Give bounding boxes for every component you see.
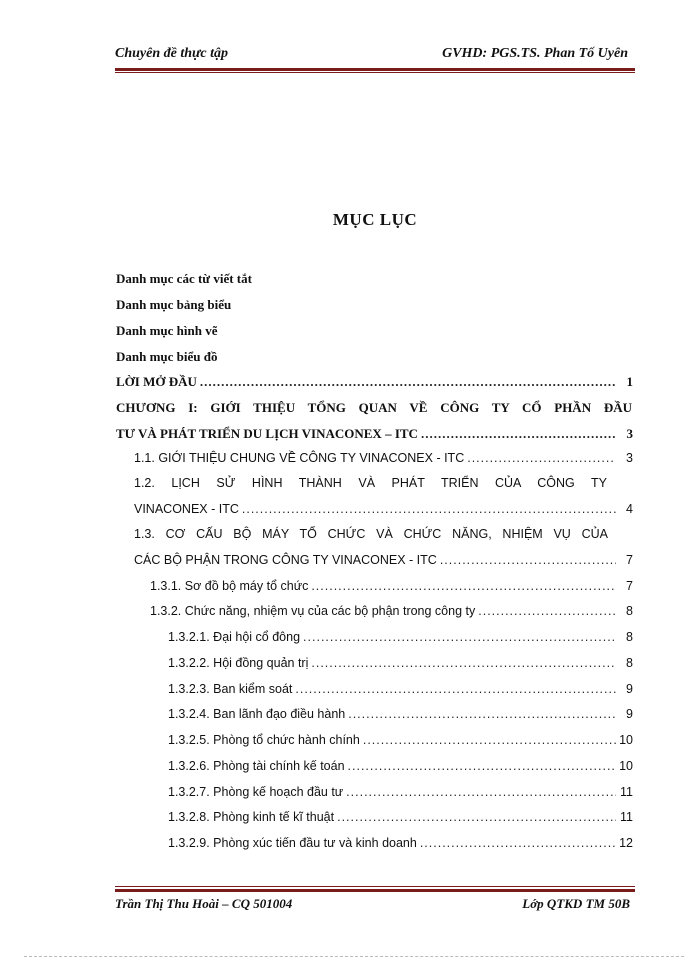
- toc-entry-1-3-2-5[interactable]: [168, 733, 633, 747]
- toc-entry-title: LỜI MỞ ĐẦU: [116, 374, 197, 389]
- toc-entry-title: 1.3.2.5. Phòng tổ chức hành chính: [168, 733, 360, 747]
- header-right: GVHD: PGS.TS. Phan Tố Uyên: [442, 46, 628, 61]
- page-break-line: [24, 956, 684, 957]
- toc-page-number: 7: [626, 579, 633, 593]
- toc-page-number: 9: [626, 682, 633, 696]
- toc-entry-1-3-2-7[interactable]: [168, 785, 633, 799]
- toc-entry-1-3-2-9[interactable]: [168, 836, 633, 850]
- toc-entry-title: 1.3.2.8. Phòng kinh tế kĩ thuật: [168, 810, 335, 824]
- dot-leader: [421, 426, 616, 442]
- page-header: [115, 46, 628, 66]
- toc-page-number: 4: [626, 502, 633, 516]
- toc-entry-title: CÁC BỘ PHẬN TRONG CÔNG TY VINACONEX - ITC: [134, 553, 437, 567]
- toc-entry-title: 1.3.2.2. Hội đồng quản trị: [168, 656, 309, 670]
- toc-entry-title: VINACONEX - ITC: [134, 502, 239, 516]
- header-rule-thick: [115, 68, 635, 71]
- footer-rule-thick: [115, 889, 635, 892]
- toc-page-number: 8: [626, 630, 633, 644]
- dot-leader: [311, 579, 616, 593]
- toc-page-number: 11: [620, 785, 633, 799]
- toc-entry-title: 1.1. GIỚI THIỆU CHUNG VỀ CÔNG TY VINACONEX - ITC: [134, 451, 465, 465]
- toc-page-number: 3: [626, 426, 633, 441]
- dot-leader: [337, 810, 616, 824]
- toc-entry-1-3-1[interactable]: [150, 579, 633, 593]
- toc-entry-introduction[interactable]: [116, 374, 633, 390]
- toc-page-number: 12: [619, 836, 633, 850]
- dot-leader: [200, 374, 616, 390]
- toc-entry-title: 1.3.2.3. Ban kiểm soát: [168, 682, 293, 696]
- toc-entry-title: 1.3.2.1. Đại hội cổ đông: [168, 630, 301, 644]
- toc-abbreviations[interactable]: Danh mục các từ viết tắt: [116, 271, 252, 286]
- toc-page-number: 9: [626, 707, 633, 721]
- dot-leader: [311, 656, 616, 670]
- toc-page-number: 10: [619, 733, 633, 747]
- toc-page-number: 11: [620, 810, 633, 824]
- footer-rule-thin: [115, 886, 635, 887]
- toc-entry-1-3[interactable]: [134, 553, 633, 567]
- toc-entry-1-2-line1[interactable]: 1.2. LỊCH SỬ HÌNH THÀNH VÀ PHÁT TRIỂN CỦA CÔNG TY: [134, 476, 607, 490]
- footer-right: Lớp QTKD TM 50B: [522, 896, 630, 911]
- toc-entry-1-3-2-4[interactable]: [168, 707, 633, 721]
- toc-entry-title: 1.3.2.6. Phòng tài chính kế toán: [168, 759, 345, 773]
- toc-entry-1-3-2-2[interactable]: [168, 656, 633, 670]
- toc-entry-1-3-2-6[interactable]: [168, 759, 633, 773]
- toc-entry-1-3-2[interactable]: [150, 604, 633, 618]
- header-rule-thin: [115, 72, 635, 73]
- toc-entry-1-2[interactable]: [134, 502, 633, 516]
- dot-leader: [420, 836, 616, 850]
- dot-leader: [303, 630, 616, 644]
- toc-entry-1-3-line1[interactable]: 1.3. CƠ CẤU BỘ MÁY TỔ CHỨC VÀ CHỨC NĂNG, NHIỆM VỤ CỦA: [134, 527, 608, 541]
- toc-entry-title: 1.3.2.9. Phòng xúc tiến đầu tư và kinh doanh: [168, 836, 417, 850]
- toc-page-number: 3: [626, 451, 633, 465]
- dot-leader: [348, 759, 616, 773]
- toc-entry-chapter1[interactable]: [116, 426, 633, 442]
- toc-page-number: 8: [626, 656, 633, 670]
- page-title: MỤC LỤC: [332, 210, 418, 229]
- page-footer: [115, 896, 630, 916]
- dot-leader: [467, 451, 616, 465]
- dot-leader: [242, 502, 616, 516]
- toc-page-number: 8: [626, 604, 633, 618]
- toc-page-number: 7: [626, 553, 633, 567]
- toc-entry-1-3-2-1[interactable]: [168, 630, 633, 644]
- toc-entry-title: 1.3.2. Chức năng, nhiệm vụ của các bộ phận trong công ty: [150, 604, 476, 618]
- footer-left: Trần Thị Thu Hoài – CQ 501004: [115, 896, 293, 911]
- toc-entry-title: 1.3.2.7. Phòng kế hoạch đầu tư: [168, 785, 344, 799]
- toc-page-number: 1: [626, 374, 633, 389]
- dot-leader: [295, 682, 616, 696]
- toc-entry-1-3-2-3[interactable]: [168, 682, 633, 696]
- toc-page-number: 10: [619, 759, 633, 773]
- toc-entry-title: 1.3.1. Sơ đồ bộ máy tổ chức: [150, 579, 309, 593]
- header-left: Chuyên đề thực tập: [115, 46, 229, 61]
- dot-leader: [348, 707, 616, 721]
- toc-entry-title: TƯ VÀ PHÁT TRIỂN DU LỊCH VINACONEX – ITC: [116, 426, 418, 441]
- dot-leader: [440, 553, 616, 567]
- toc-charts-list[interactable]: Danh mục biểu đồ: [116, 349, 218, 364]
- toc-entry-chapter1-line1[interactable]: CHƯƠNG I: GIỚI THIỆU TỔNG QUAN VỀ CÔNG TY CỔ PHẦN ĐẦU: [116, 400, 632, 415]
- dot-leader: [363, 733, 616, 747]
- toc-figures-list[interactable]: Danh mục hình vẽ: [116, 323, 218, 338]
- toc-entry-1-3-2-8[interactable]: [168, 810, 633, 824]
- toc-tables-list[interactable]: Danh mục bảng biểu: [116, 297, 232, 312]
- toc-entry-title: 1.3.2.4. Ban lãnh đạo điều hành: [168, 707, 346, 721]
- dot-leader: [346, 785, 616, 799]
- toc-entry-1-1[interactable]: [134, 451, 633, 465]
- dot-leader: [478, 604, 616, 618]
